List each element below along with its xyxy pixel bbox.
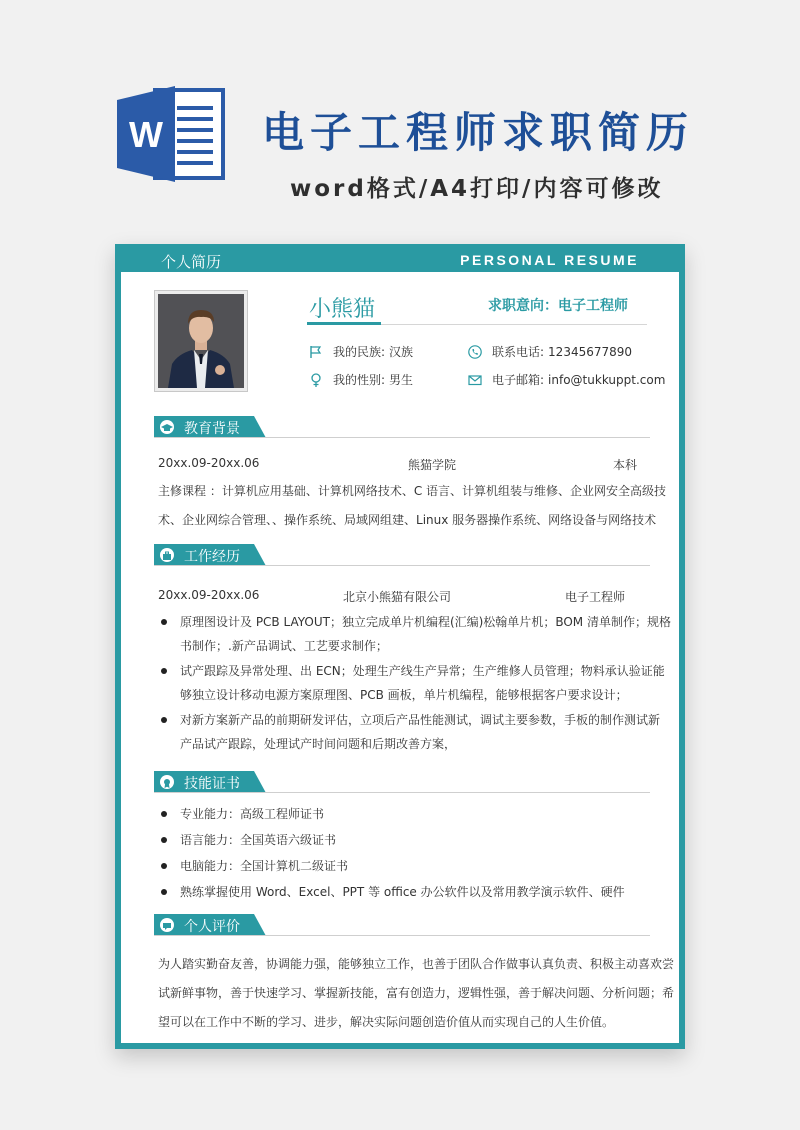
evaluation-line3: 望可以在工作中不断的学习、进步，解决实际问题创造价值从而实现自己的人生价值。 <box>158 1015 615 1029</box>
education-degree: 本科 <box>613 458 638 472</box>
education-period: 20xx.09-20xx.06 <box>158 456 260 470</box>
education-school: 熊猫学院 <box>408 458 457 472</box>
flag-icon <box>309 345 323 359</box>
info-label: 我的性别: <box>333 373 386 387</box>
info-value: 12345677890 <box>548 344 633 359</box>
evaluation-line2: 试新鲜事物，善于快速学习、掌握新技能，富有创造力，逻辑性强，善于解决问题、分析问题；希 <box>158 986 675 1000</box>
info-label: 电子邮箱: <box>492 373 545 387</box>
section-title: 教育背景 <box>184 421 240 437</box>
bullet-dot <box>161 863 167 869</box>
info-value: 汉族 <box>389 345 414 359</box>
skill-text: 语言能力：全国英语六级证书 <box>180 833 337 847</box>
section-title: 技能证书 <box>184 776 240 792</box>
work-item-line1: 原理图设计及 PCB LAYOUT；独立完成单片机编程(汇编)松翰单片机；BOM 清单制作；规格 <box>180 615 671 629</box>
briefcase-icon <box>160 548 174 562</box>
word-logo-letter: W <box>129 114 163 155</box>
work-item-line2: 书制作；.新产品调试、工艺要求制作； <box>180 639 388 653</box>
work-item-line1: 对新方案新产品的前期研发评估，立项后产品性能测试，调试主要参数，手板的制作测试新 <box>180 713 661 727</box>
info-email <box>468 371 665 388</box>
name-underline <box>307 322 381 325</box>
section-divider <box>154 792 650 793</box>
section-education-header <box>154 416 650 438</box>
resume-document <box>115 244 685 1049</box>
work-item-line1: 试产跟踪及异常处理、出 ECN；处理生产线生产异常；生产维修人员管理；物料承认验证能 <box>180 664 665 678</box>
gender-icon <box>309 373 323 387</box>
info-value: info@tukkuppt.com <box>548 372 666 387</box>
section-divider <box>154 437 650 438</box>
resume-header-en: PERSONAL RESUME <box>460 252 639 268</box>
bullet-dot <box>161 837 167 843</box>
phone-icon <box>468 345 482 359</box>
section-evaluation-header <box>154 914 650 936</box>
info-gender <box>309 371 413 388</box>
work-item-line2: 产品试产跟踪，处理试产时间问题和后期改善方案， <box>180 737 457 751</box>
work-item-line2: 够独立设计移动电源方案原理图、PCB 画板，单片机编程，能够根据客户要求设计； <box>180 688 628 702</box>
work-company: 北京小熊猫有限公司 <box>343 590 452 604</box>
info-label: 联系电话: <box>492 345 545 359</box>
section-title: 个人评价 <box>184 919 240 935</box>
candidate-name: 小熊猫 <box>309 297 376 322</box>
skill-text: 电脑能力：全国计算机二级证书 <box>180 859 349 873</box>
job-intent: 求职意向：电子工程师 <box>488 298 628 314</box>
word-logo-icon <box>117 86 225 182</box>
resume-header-cn: 个人简历 <box>161 253 222 271</box>
bullet-dot <box>161 811 167 817</box>
page-subtitle: word格式/A4打印/内容可修改 <box>290 176 664 202</box>
bullet-dot <box>161 889 167 895</box>
bullet-dot <box>161 619 167 625</box>
bullet-dot <box>161 717 167 723</box>
info-phone <box>468 343 632 360</box>
skill-text: 专业能力：高级工程师证书 <box>180 807 325 821</box>
education-courses-line1: 主修课程 ：计算机应用基础、计算机网络技术、C 语言、计算机组装与维修、企业网安全高级技 <box>158 484 667 498</box>
graduation-cap-icon <box>160 420 174 434</box>
email-icon <box>468 373 482 387</box>
education-courses-line2: 术、企业网综合管理、、操作系统、局域网组建、Linux 服务器操作系统、网络设备与网络技术 <box>158 513 657 527</box>
bullet-dot <box>161 668 167 674</box>
certificate-icon <box>160 775 174 789</box>
evaluation-line1: 为人踏实勤奋友善，协调能力强，能够独立工作，也善于团队合作做事认真负责、积极主动喜欢尝 <box>158 957 675 971</box>
work-position: 电子工程师 <box>565 590 626 604</box>
comment-icon <box>160 918 174 932</box>
section-title: 工作经历 <box>184 549 240 565</box>
info-value: 男生 <box>389 373 414 387</box>
info-label: 我的民族: <box>333 345 386 359</box>
profile-photo <box>154 290 248 392</box>
section-work-header <box>154 544 650 566</box>
work-period: 20xx.09-20xx.06 <box>158 588 260 602</box>
info-ethnicity <box>309 343 413 360</box>
resume-header-bar <box>121 250 679 272</box>
section-skills-header <box>154 771 650 793</box>
page-title: 电子工程师求职简历 <box>262 108 695 157</box>
skill-text: 熟练掌握使用 Word、Excel、PPT 等 office 办公软件以及常用教学演示软件、硬件 <box>180 885 625 899</box>
section-divider <box>154 935 650 936</box>
section-divider <box>154 565 650 566</box>
